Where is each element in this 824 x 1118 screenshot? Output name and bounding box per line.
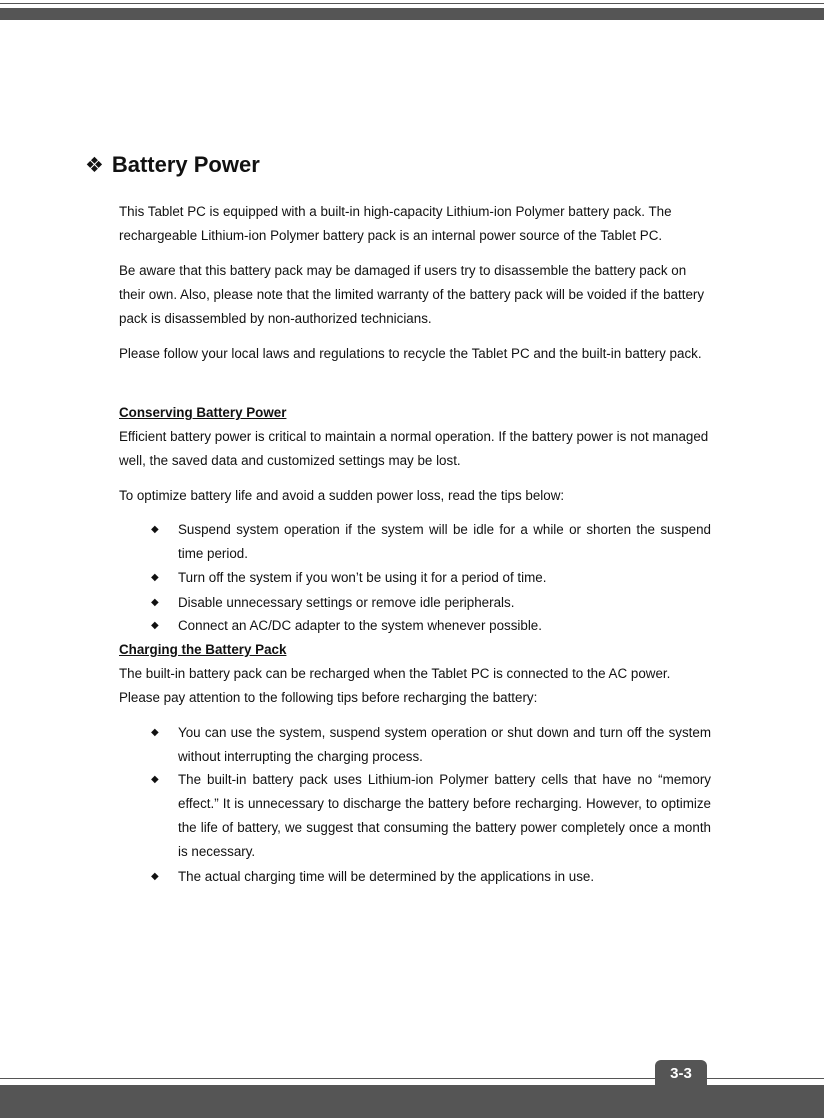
paragraph-warning: Be aware that this battery pack may be damaged if users try to disassemble the battery pack on their own. Also, please note that the limited warranty of the battery pack will be voided if the battery pack is disassembled by non-authorized technicians. [119, 263, 705, 326]
paragraph-intro: This Tablet PC is equipped with a built-in high-capacity Lithium-ion Polymer battery pack. The rechargeable Lithium-ion Polymer battery pack is an internal power source of the Tablet PC. [119, 204, 672, 243]
footer-bar [0, 1085, 824, 1118]
list-item [151, 768, 711, 864]
list-item [151, 591, 711, 615]
bullet-icon: ◆ [151, 727, 159, 738]
four-diamond-icon: ❖ [85, 153, 104, 177]
bullet-icon: ◆ [151, 597, 159, 608]
paragraph-recycle: Please follow your local laws and regulations to recycle the Tablet PC and the built-in battery pack. [119, 346, 702, 361]
list-item-text: Suspend system operation if the system will be idle for a while or shorten the suspend time period. [178, 522, 711, 561]
section-title-text: Battery Power [111, 152, 260, 177]
bullet-icon: ◆ [151, 871, 159, 882]
paragraph-conserving-intro: Efficient battery power is critical to maintain a normal operation. If the battery power is not managed well, the saved data and customized settings may be lost. [119, 429, 709, 468]
paragraph-tips-intro: To optimize battery life and avoid a sudden power loss, read the tips below: [119, 488, 565, 503]
list-item [151, 721, 711, 769]
section-title [85, 152, 260, 178]
list-item-text: The built-in battery pack uses Lithium-ion Polymer battery cells that have no “memory effect.” It is unnecessary to discharge the battery before recharging. However, to optimize the life of battery, we suggest that consuming the battery power completely once a month is necessary. [178, 772, 711, 859]
header-bar [0, 8, 824, 20]
bullet-icon: ◆ [151, 620, 159, 631]
subheading-conserving: Conserving Battery Power [119, 405, 287, 420]
page-number: 3-3 [655, 1060, 707, 1087]
bullet-icon: ◆ [151, 524, 159, 535]
list-item-text: Turn off the system if you won’t be using it for a period of time. [178, 570, 547, 585]
paragraph-charging-intro: The built-in battery pack can be recharged when the Tablet PC is connected to the AC power. Please pay attention to the following tips before recharging the battery: [119, 666, 671, 705]
bullet-icon: ◆ [151, 572, 159, 583]
bullet-icon: ◆ [151, 774, 159, 785]
list-item-text: The actual charging time will be determined by the applications in use. [178, 869, 595, 884]
list-item [151, 614, 711, 638]
list-item-text: Disable unnecessary settings or remove idle peripherals. [178, 595, 515, 610]
header-rule-thin [0, 3, 824, 4]
list-item-text: You can use the system, suspend system operation or shut down and turn off the system without interrupting the charging process. [178, 725, 711, 764]
list-item [151, 518, 711, 566]
subheading-charging: Charging the Battery Pack [119, 642, 287, 657]
list-item [151, 865, 711, 889]
list-item [151, 566, 711, 590]
list-item-text: Connect an AC/DC adapter to the system whenever possible. [178, 618, 542, 633]
